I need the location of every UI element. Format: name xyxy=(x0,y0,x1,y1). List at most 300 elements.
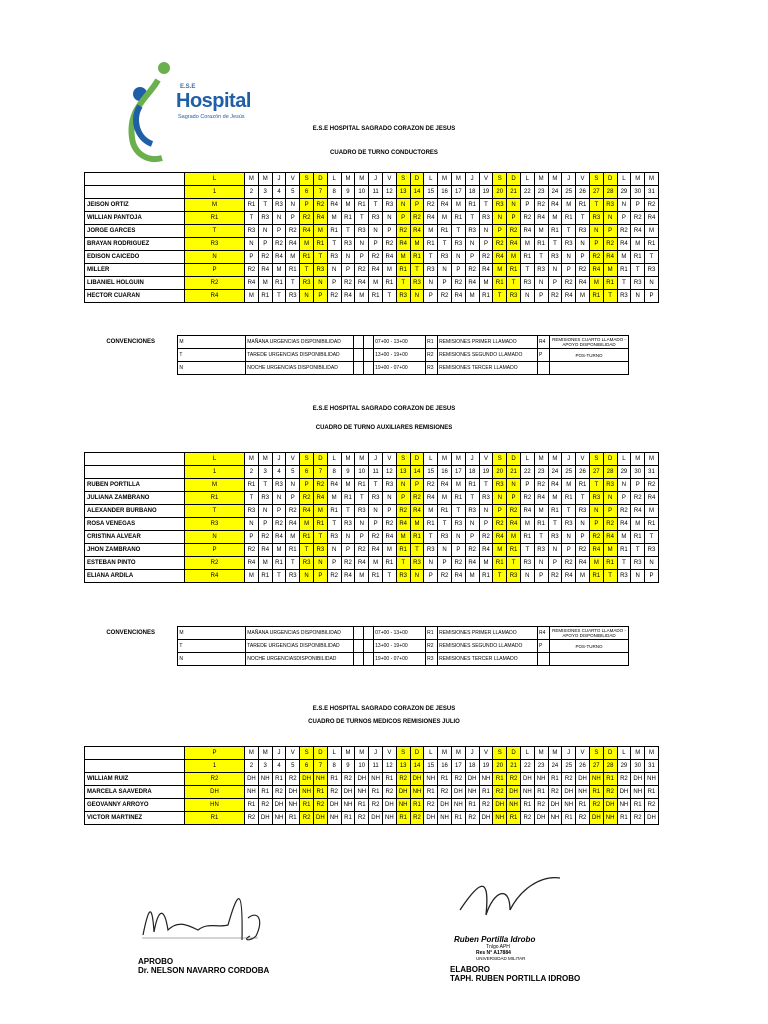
shift-cell: N xyxy=(465,518,479,531)
legend-rcode: R1 xyxy=(426,336,438,349)
shift-cell: R2 xyxy=(576,544,590,557)
day-header-cell: J xyxy=(562,453,576,466)
shift-cell: M xyxy=(576,570,590,583)
shift-cell: R2 xyxy=(355,544,369,557)
shift-cell: M xyxy=(520,238,534,251)
shift-cell: P xyxy=(617,492,631,505)
date-cell: 20 xyxy=(493,760,507,773)
shift-cell: T xyxy=(562,225,576,238)
shift-cell: N xyxy=(548,544,562,557)
staff-start-code: N xyxy=(185,251,245,264)
shift-cell: DH xyxy=(451,786,465,799)
shift-cell: T xyxy=(300,544,314,557)
legend-code: M xyxy=(178,336,246,349)
shift-cell: T xyxy=(493,570,507,583)
table-row xyxy=(85,199,659,212)
shift-cell: NH xyxy=(645,773,659,786)
date-cell: 6 xyxy=(300,186,314,199)
shift-cell: R3 xyxy=(576,505,590,518)
day-header-cell: M xyxy=(645,173,659,186)
shift-cell: T xyxy=(272,290,286,303)
shift-cell: N xyxy=(631,570,645,583)
shift-cell: M xyxy=(493,264,507,277)
day-header-cell: L xyxy=(424,453,438,466)
day-header-cell: M xyxy=(355,453,369,466)
shift-cell: R3 xyxy=(313,544,327,557)
shift-cell: R2 xyxy=(493,786,507,799)
table-row xyxy=(85,786,659,799)
shift-cell: P xyxy=(645,290,659,303)
shift-cell: T xyxy=(286,277,300,290)
shift-cell: T xyxy=(548,238,562,251)
driver-shift-table xyxy=(84,172,659,303)
shift-cell: R1 xyxy=(562,212,576,225)
shift-cell: R1 xyxy=(589,290,603,303)
legend-row xyxy=(84,362,629,375)
shift-cell: T xyxy=(286,557,300,570)
shift-cell: N xyxy=(258,505,272,518)
shift-cell: R1 xyxy=(396,544,410,557)
shift-cell: M xyxy=(369,277,383,290)
staff-start-code: N xyxy=(185,531,245,544)
date-cell: 3 xyxy=(258,466,272,479)
day-header-row xyxy=(85,747,659,760)
staff-start-code: R2 xyxy=(185,557,245,570)
shift-cell: DH xyxy=(493,799,507,812)
day-header-cell: D xyxy=(603,173,617,186)
date-cell: 24 xyxy=(548,760,562,773)
shift-cell: N xyxy=(520,290,534,303)
day-header-cell: D xyxy=(507,453,521,466)
shift-cell: N xyxy=(493,492,507,505)
shift-cell: R1 xyxy=(479,570,493,583)
elaborator-role: ELABORO xyxy=(450,965,490,974)
shift-cell: R4 xyxy=(300,505,314,518)
shift-cell: M xyxy=(451,479,465,492)
day-header-first: L xyxy=(185,173,245,186)
date-cell: 5 xyxy=(286,760,300,773)
shift-cell: R4 xyxy=(465,277,479,290)
day-header-cell: D xyxy=(410,747,424,760)
shift-cell: R2 xyxy=(507,505,521,518)
shift-cell: DH xyxy=(617,786,631,799)
date-cell-first: 1 xyxy=(185,186,245,199)
shift-cell: R2 xyxy=(548,570,562,583)
shift-cell: R4 xyxy=(645,492,659,505)
legend-blank xyxy=(354,349,364,362)
shift-cell: R2 xyxy=(258,251,272,264)
shift-cell: DH xyxy=(548,799,562,812)
legend-title xyxy=(84,653,178,666)
shift-cell: P xyxy=(465,251,479,264)
shift-cell: M xyxy=(410,238,424,251)
shift-cell: R1 xyxy=(355,199,369,212)
shift-cell: R4 xyxy=(355,277,369,290)
shift-cell: R4 xyxy=(589,264,603,277)
shift-cell: P xyxy=(313,570,327,583)
shift-cell: DH xyxy=(520,773,534,786)
table-row xyxy=(85,264,659,277)
shift-cell: M xyxy=(286,531,300,544)
staff-start-code: R4 xyxy=(185,290,245,303)
shift-cell: DH xyxy=(382,799,396,812)
shift-cell: R1 xyxy=(396,264,410,277)
shift-cell: N xyxy=(286,479,300,492)
day-header-cell: M xyxy=(631,173,645,186)
shift-cell: R3 xyxy=(589,212,603,225)
shift-cell: R2 xyxy=(438,290,452,303)
shift-cell: NH xyxy=(451,799,465,812)
shift-cell: R4 xyxy=(534,492,548,505)
shift-cell: R2 xyxy=(493,238,507,251)
shift-cell: N xyxy=(300,290,314,303)
shift-cell: N xyxy=(410,290,424,303)
date-cell: 16 xyxy=(438,186,452,199)
shift-cell: T xyxy=(410,264,424,277)
shift-cell: T xyxy=(465,212,479,225)
shift-cell: M xyxy=(589,557,603,570)
shift-cell: R1 xyxy=(562,812,576,825)
shift-cell: R3 xyxy=(313,264,327,277)
date-cell: 24 xyxy=(548,186,562,199)
staff-name: JEISON ORTIZ xyxy=(85,199,185,212)
shift-cell: N xyxy=(589,225,603,238)
shift-cell: T xyxy=(272,570,286,583)
shift-cell: R4 xyxy=(617,238,631,251)
day-header-cell: S xyxy=(300,747,314,760)
shift-cell: R3 xyxy=(327,251,341,264)
shift-cell: R2 xyxy=(341,557,355,570)
shift-cell: P xyxy=(396,212,410,225)
day-header-cell: V xyxy=(576,453,590,466)
date-cell: 18 xyxy=(465,466,479,479)
logo-hospital-name: Hospital xyxy=(176,90,251,112)
shift-cell: P xyxy=(617,212,631,225)
shift-cell: NH xyxy=(300,786,314,799)
date-cell: 6 xyxy=(300,760,314,773)
shift-cell: R2 xyxy=(603,786,617,799)
shift-cell: R1 xyxy=(286,264,300,277)
staff-start-code: R1 xyxy=(185,812,245,825)
day-header-cell: J xyxy=(562,747,576,760)
shift-cell: N xyxy=(369,505,383,518)
shift-cell: R1 xyxy=(631,799,645,812)
day-header-cell: J xyxy=(272,747,286,760)
shift-cell: R2 xyxy=(645,199,659,212)
shift-cell: R3 xyxy=(396,290,410,303)
shift-cell: M xyxy=(507,531,521,544)
date-cell: 9 xyxy=(341,186,355,199)
shift-cell: M xyxy=(355,570,369,583)
day-header-cell: L xyxy=(424,747,438,760)
shift-cell: P xyxy=(589,238,603,251)
stamp-name: Ruben Portilla Idrobo xyxy=(454,935,536,944)
shift-cell: P xyxy=(451,544,465,557)
day-header-cell: M xyxy=(341,747,355,760)
shift-cell: R3 xyxy=(507,570,521,583)
legend-xdesc: POS-TURNO xyxy=(550,349,629,362)
shift-cell: M xyxy=(576,290,590,303)
shift-cell: N xyxy=(534,557,548,570)
shift-cell: R4 xyxy=(245,557,259,570)
shift-cell: R1 xyxy=(245,199,259,212)
day-header-cell: M xyxy=(355,173,369,186)
date-cell: 2 xyxy=(245,760,259,773)
legend-code: T xyxy=(178,640,246,653)
shift-cell: M xyxy=(589,277,603,290)
shift-cell: R2 xyxy=(465,812,479,825)
shift-cell: R4 xyxy=(396,518,410,531)
shift-cell: R3 xyxy=(465,505,479,518)
date-cell: 10 xyxy=(355,466,369,479)
staff-name: ESTEBAN PINTO xyxy=(85,557,185,570)
day-header-cell: S xyxy=(396,747,410,760)
shift-cell: R1 xyxy=(465,799,479,812)
staff-name: BRAYAN RODRIGUEZ xyxy=(85,238,185,251)
staff-name: MARCELA SAAVEDRA xyxy=(85,786,185,799)
day-header-cell: M xyxy=(341,173,355,186)
shift-cell: R2 xyxy=(451,557,465,570)
shift-cell: R1 xyxy=(272,773,286,786)
shift-cell: NH xyxy=(589,773,603,786)
day-header-cell: L xyxy=(520,453,534,466)
shift-cell: DH xyxy=(589,812,603,825)
shift-cell: P xyxy=(576,251,590,264)
shift-cell: R2 xyxy=(382,518,396,531)
shift-cell: R3 xyxy=(286,290,300,303)
shift-cell: R1 xyxy=(576,199,590,212)
shift-cell: N xyxy=(424,557,438,570)
shift-cell: NH xyxy=(396,799,410,812)
day-header-cell: M xyxy=(341,453,355,466)
shift-cell: T xyxy=(507,277,521,290)
shift-cell: T xyxy=(617,277,631,290)
staff-start-code: R2 xyxy=(185,773,245,786)
date-cell: 25 xyxy=(562,466,576,479)
shift-cell: T xyxy=(396,277,410,290)
shift-cell: T xyxy=(589,199,603,212)
date-cell: 4 xyxy=(272,760,286,773)
shift-cell: R1 xyxy=(369,290,383,303)
date-cell: 22 xyxy=(520,760,534,773)
shift-cell: T xyxy=(382,290,396,303)
table-row xyxy=(85,290,659,303)
shift-cell: R4 xyxy=(313,492,327,505)
shift-cell: P xyxy=(258,238,272,251)
shift-cell: P xyxy=(424,290,438,303)
shift-cell: M xyxy=(631,238,645,251)
date-cell: 15 xyxy=(424,186,438,199)
staff-start-code: M xyxy=(185,479,245,492)
shift-cell: M xyxy=(369,557,383,570)
shift-cell: T xyxy=(327,518,341,531)
date-cell: 24 xyxy=(548,466,562,479)
shift-cell: R2 xyxy=(507,773,521,786)
shift-cell: N xyxy=(272,212,286,225)
shift-cell: M xyxy=(424,505,438,518)
shift-cell: NH xyxy=(410,786,424,799)
day-header-row xyxy=(85,173,659,186)
legend-desc: TAREDE URGENCIAS DISPONIBILIDAD xyxy=(246,349,354,362)
auxiliary-shift-table xyxy=(84,452,659,583)
date-cell: 5 xyxy=(286,186,300,199)
shift-cell: T xyxy=(479,479,493,492)
shift-cell: R3 xyxy=(341,518,355,531)
shift-cell: R1 xyxy=(465,199,479,212)
legend-desc: TAREDE URGENCIAS DISPONIBILIDAD xyxy=(246,640,354,653)
date-cell: 9 xyxy=(341,760,355,773)
shift-cell: T xyxy=(645,251,659,264)
legend-rcode: R2 xyxy=(426,640,438,653)
shift-cell: R2 xyxy=(245,544,259,557)
shift-cell: P xyxy=(258,518,272,531)
shift-cell: T xyxy=(562,505,576,518)
shift-cell: M xyxy=(493,544,507,557)
date-cell: 20 xyxy=(493,186,507,199)
day-header-cell: J xyxy=(272,173,286,186)
day-header-cell: D xyxy=(313,173,327,186)
shift-cell: R1 xyxy=(258,290,272,303)
shift-cell: T xyxy=(245,212,259,225)
shift-cell: M xyxy=(396,531,410,544)
legend-row xyxy=(84,349,629,362)
day-header-cell: S xyxy=(396,453,410,466)
staff-name: WILLIAM RUIZ xyxy=(85,773,185,786)
shift-cell: R2 xyxy=(286,505,300,518)
shift-cell: R1 xyxy=(507,544,521,557)
shift-cell: P xyxy=(382,505,396,518)
date-cell: 2 xyxy=(245,466,259,479)
shift-cell: R4 xyxy=(286,518,300,531)
staff-start-code: R1 xyxy=(185,492,245,505)
shift-cell: R1 xyxy=(617,812,631,825)
shift-cell: R4 xyxy=(603,251,617,264)
shift-cell: R1 xyxy=(520,531,534,544)
shift-cell: R1 xyxy=(493,277,507,290)
shift-cell: R1 xyxy=(313,786,327,799)
date-cell: 28 xyxy=(603,186,617,199)
staff-start-code: T xyxy=(185,505,245,518)
shift-cell: R4 xyxy=(369,264,383,277)
legend-xdesc: REMISIONES CUARTO LLAMADO - APOYO DISPONIBILIDAD xyxy=(550,336,629,349)
legend-title xyxy=(84,640,178,653)
shift-cell: P xyxy=(355,251,369,264)
date-cell: 13 xyxy=(396,466,410,479)
shift-cell: R3 xyxy=(645,544,659,557)
shift-cell: R1 xyxy=(520,799,534,812)
shift-cell: R2 xyxy=(451,277,465,290)
shift-cell: R3 xyxy=(548,531,562,544)
shift-cell: R4 xyxy=(272,251,286,264)
shift-cell: R3 xyxy=(424,544,438,557)
shift-cell: R3 xyxy=(603,479,617,492)
date-cell: 21 xyxy=(507,760,521,773)
shift-cell: DH xyxy=(507,786,521,799)
staff-name: CRISTINA ALVEAR xyxy=(85,531,185,544)
legend-time: 13+00 - 19+00 xyxy=(374,640,426,653)
date-cell: 13 xyxy=(396,760,410,773)
shift-cell: R2 xyxy=(369,799,383,812)
date-cell: 17 xyxy=(451,466,465,479)
legend-rdesc: REMISIONES TERCER LLAMADO xyxy=(438,653,538,666)
shift-cell: P xyxy=(507,212,521,225)
shift-cell: R2 xyxy=(493,518,507,531)
shift-cell: P xyxy=(534,290,548,303)
shift-cell: R4 xyxy=(382,251,396,264)
legend-code: T xyxy=(178,349,246,362)
shift-cell: R1 xyxy=(493,773,507,786)
shift-cell: M xyxy=(258,557,272,570)
shift-cell: R1 xyxy=(562,492,576,505)
shift-cell: R1 xyxy=(520,251,534,264)
date-cell: 30 xyxy=(631,760,645,773)
date-cell: 7 xyxy=(313,186,327,199)
day-header-cell: M xyxy=(355,747,369,760)
shift-cell: DH xyxy=(576,773,590,786)
shift-cell: R1 xyxy=(258,570,272,583)
shift-cell: M xyxy=(258,277,272,290)
shift-cell: R1 xyxy=(534,518,548,531)
shift-cell: P xyxy=(369,238,383,251)
shift-cell: R2 xyxy=(507,225,521,238)
shift-cell: R1 xyxy=(507,812,521,825)
shift-cell: R2 xyxy=(451,773,465,786)
shift-cell: M xyxy=(382,264,396,277)
day-header-cell: V xyxy=(286,453,300,466)
shift-cell: T xyxy=(396,557,410,570)
date-cell: 4 xyxy=(272,186,286,199)
shift-cell: M xyxy=(245,290,259,303)
shift-cell: T xyxy=(424,251,438,264)
shift-cell: R1 xyxy=(382,557,396,570)
shift-cell: NH xyxy=(272,812,286,825)
day-header-cell: D xyxy=(313,747,327,760)
date-row xyxy=(85,186,659,199)
day-header-cell: M xyxy=(534,453,548,466)
shift-cell: R4 xyxy=(341,290,355,303)
shift-cell: R1 xyxy=(355,799,369,812)
shift-cell: R3 xyxy=(382,479,396,492)
legend-blank xyxy=(354,362,364,375)
shift-cell: R2 xyxy=(341,773,355,786)
day-header-cell: L xyxy=(327,453,341,466)
shift-cell: R3 xyxy=(493,479,507,492)
date-cell: 28 xyxy=(603,760,617,773)
shift-cell: R1 xyxy=(534,238,548,251)
shift-cell: R2 xyxy=(617,505,631,518)
legend-xcode: P xyxy=(538,349,550,362)
shift-cell: M xyxy=(438,212,452,225)
shift-cell: R4 xyxy=(493,251,507,264)
shift-cell: R2 xyxy=(382,238,396,251)
shift-cell: N xyxy=(507,199,521,212)
approver-signature xyxy=(138,880,288,975)
shift-cell: R4 xyxy=(603,531,617,544)
shift-cell: P xyxy=(603,225,617,238)
shift-cell: R4 xyxy=(562,290,576,303)
shift-cell: R4 xyxy=(258,264,272,277)
day-header-cell: M xyxy=(258,747,272,760)
day-header-cell: M xyxy=(245,173,259,186)
shift-cell: DH xyxy=(562,786,576,799)
shift-cell: R2 xyxy=(479,251,493,264)
shift-cell: T xyxy=(451,225,465,238)
legend-blank xyxy=(364,362,374,375)
shift-cell: R2 xyxy=(438,786,452,799)
shift-cell: R3 xyxy=(617,290,631,303)
day-header-cell: S xyxy=(493,747,507,760)
shift-cell: T xyxy=(341,505,355,518)
